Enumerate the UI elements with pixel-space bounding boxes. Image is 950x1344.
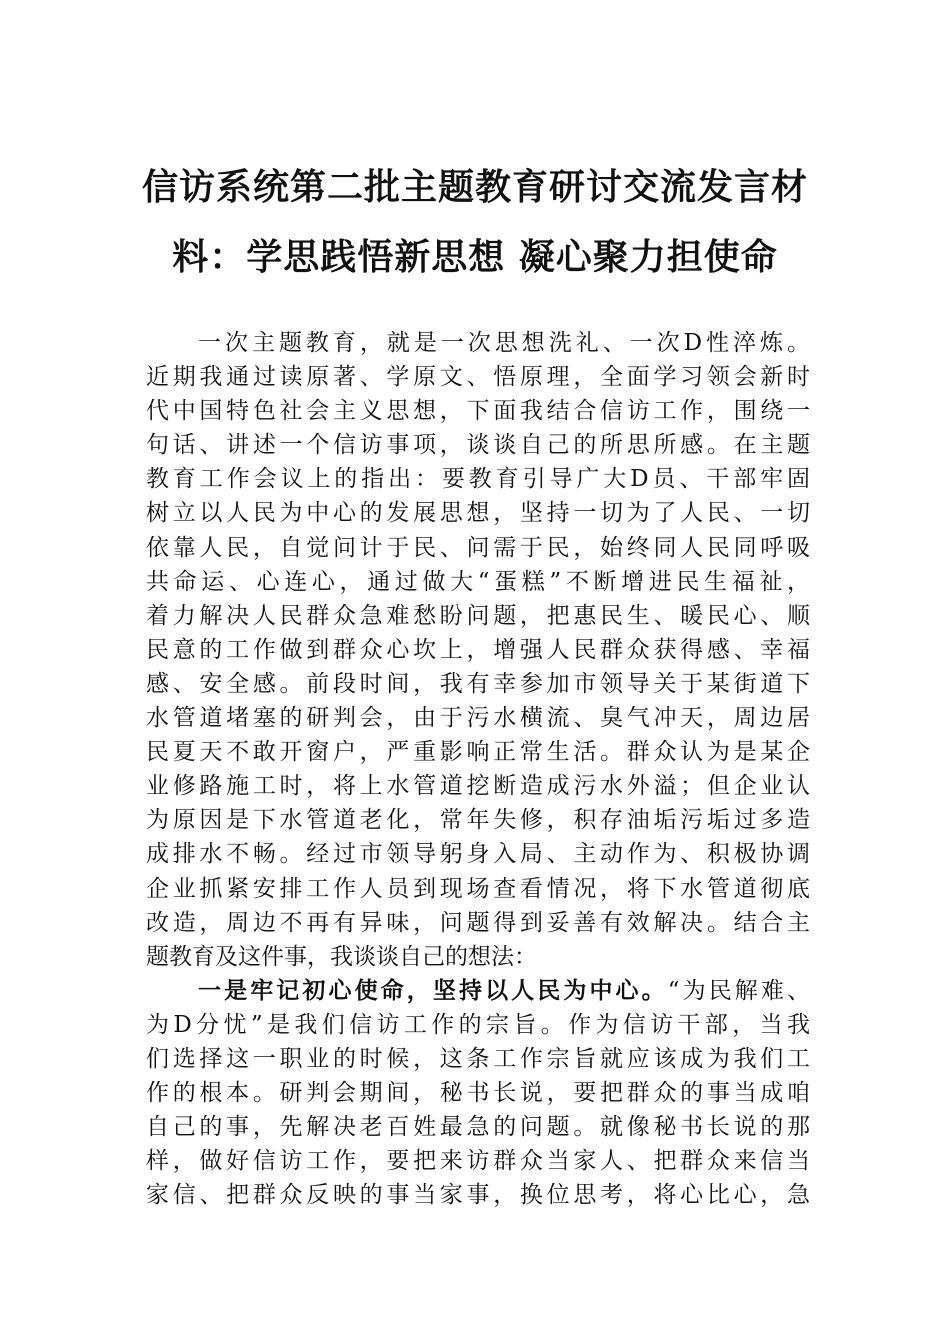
title-line-2: 料：学思践悟新思想 凝心聚力担使命 bbox=[172, 236, 778, 278]
text-line: 近期我通过读原著、学原文、悟原理，全面学习领会新时 bbox=[146, 364, 810, 391]
paragraph-2 bbox=[146, 974, 810, 1213]
text-line: 企业抓紧安排工作人员到现场查看情况，将下水管道彻底 bbox=[146, 875, 810, 902]
document-title bbox=[130, 152, 820, 292]
text-line: 着力解决人民群众急难愁盼问题，把惠民生、暖民心、顺 bbox=[146, 602, 810, 629]
text-line: 共命运、心连心，通过做大“蛋糕”不断增进民生福祉， bbox=[146, 568, 810, 595]
text-line: 民意的工作做到群众心坎上，增强人民群众获得感、幸福 bbox=[146, 636, 810, 663]
text-line: 依靠人民，自觉问计于民、问需于民，始终同人民同呼吸 bbox=[146, 534, 810, 561]
text-line: 民夏天不敢开窗户，严重影响正常生活。群众认为是某企 bbox=[146, 739, 810, 766]
text-line: 代中国特色社会主义思想，下面我结合信访工作，围绕一 bbox=[146, 398, 810, 425]
text-line: 为D分忧”是我们信访工作的宗旨。作为信访干部，当我 bbox=[146, 1011, 810, 1038]
paragraph-heading-rest: “为民解难、 bbox=[667, 977, 810, 1004]
text-line: 为原因是下水管道老化，常年失修，积存油垢污垢过多造 bbox=[146, 807, 810, 834]
text-line: 树立以人民为中心的发展思想，坚持一切为了人民、一切 bbox=[146, 500, 810, 527]
paragraph-heading: 一是牢记初心使命，坚持以人民为中心。 bbox=[198, 976, 668, 1004]
text-line: 题教育及这件事，我谈谈自己的想法： bbox=[146, 943, 537, 970]
text-line: 家信、把群众反映的事当家事，换位思考，将心比心，急 bbox=[146, 1182, 810, 1209]
text-line: 业修路施工时，将上水管道挖断造成污水外溢；但企业认 bbox=[146, 773, 810, 800]
text-line: 感、安全感。前段时间，我有幸参加市领导关于某街道下 bbox=[146, 670, 810, 697]
document-body bbox=[146, 326, 810, 1212]
text-line: 一次主题教育，就是一次思想洗礼、一次D性淬炼。 bbox=[198, 330, 810, 356]
text-line: 改造，周边不再有异味，问题得到妥善有效解决。结合主 bbox=[146, 909, 810, 936]
text-line bbox=[146, 974, 810, 1008]
title-line-1: 信访系统第二批主题教育研讨交流发言材 bbox=[141, 166, 808, 208]
text-line: 自己的事，先解决老百姓最急的问题。就像秘书长说的那 bbox=[146, 1114, 810, 1141]
text-line: 水管道堵塞的研判会，由于污水横流、臭气冲天，周边居 bbox=[146, 705, 810, 732]
text-line: 作的根本。研判会期间，秘书长说，要把群众的事当成咱 bbox=[146, 1080, 810, 1107]
text-line: 成排水不畅。经过市领导躬身入局、主动作为、积极协调 bbox=[146, 841, 810, 868]
text-line: 教育工作会议上的指出：要教育引导广大D员、干部牢固 bbox=[146, 466, 810, 493]
text-line: 样，做好信访工作，要把来访群众当家人、把群众来信当 bbox=[146, 1148, 810, 1175]
text-line: 们选择这一职业的时候，这条工作宗旨就应该成为我们工 bbox=[146, 1045, 810, 1072]
paragraph-1 bbox=[146, 326, 810, 974]
text-line: 句话、讲述一个信访事项，谈谈自己的所思所感。在主题 bbox=[146, 432, 810, 459]
